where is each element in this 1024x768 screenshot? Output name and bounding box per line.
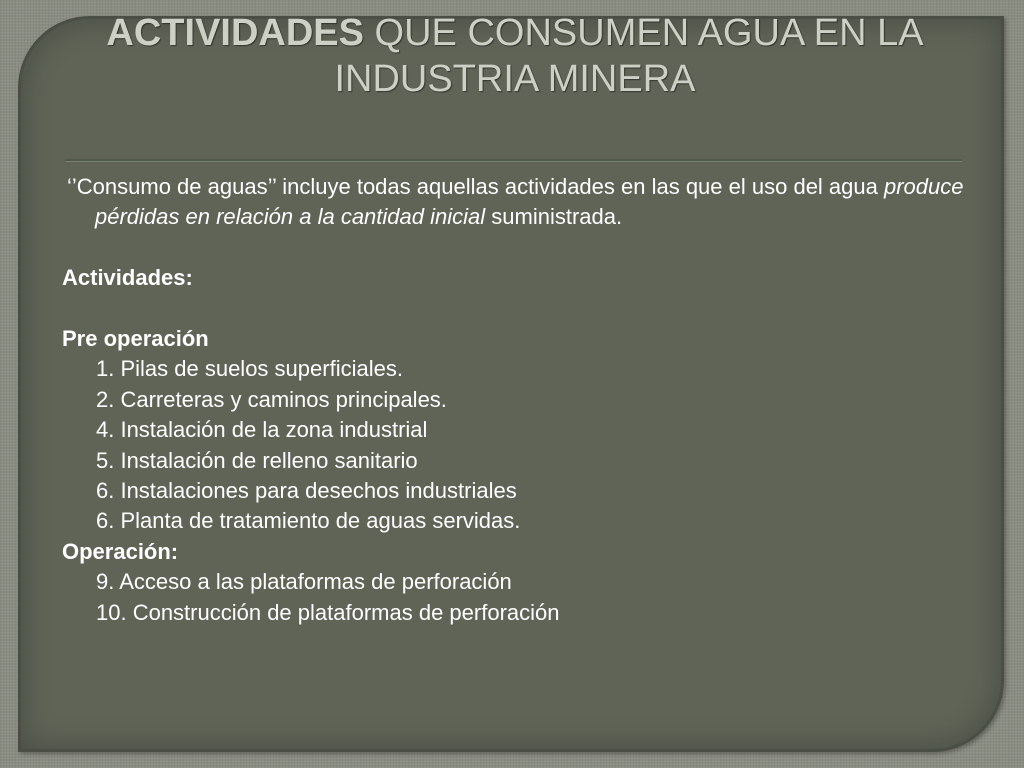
pre-operation-item: 5. Instalación de relleno sanitario [96,447,418,473]
title-rest: QUE CONSUMEN AGUA EN LA [364,12,924,54]
spacer [62,233,982,263]
title-line-2: INDUSTRIA MINERA [334,58,696,100]
intro-text-1: ‘’Consumo de aguas’’ incluye todas aquellas actividades en las que el uso del agua [67,174,884,199]
intro-italic-text: produce pérdidas en relación a la cantidad inicial [95,174,964,230]
intro-text-2: suministrada. [485,204,623,230]
intro-paragraph [62,172,982,233]
operation-heading: Operación: [62,538,179,564]
operation-item: 9. Acceso a las plataformas de perforación [96,569,512,595]
title-bold-word: ACTIVIDADES [106,12,364,54]
pre-operation-heading: Pre operación [62,326,209,351]
slide-body [62,172,982,628]
pre-operation-item: 6. Planta de tratamiento de aguas servidas. [96,508,521,534]
activities-heading: Actividades: [62,265,193,291]
operation-item: 10. Construcción de plataformas de perforación [96,599,560,625]
pre-operation-item: 2. Carreteras y caminos principales. [96,386,447,412]
spacer [62,294,982,324]
pre-operation-item: 6. Instalaciones para desechos industriales [96,478,517,504]
title-divider [65,159,962,162]
pre-operation-item: 1. Pilas de suelos superficiales. [96,356,403,382]
slide-title [40,10,990,102]
pre-operation-item: 4. Instalación de la zona industrial [96,417,428,443]
